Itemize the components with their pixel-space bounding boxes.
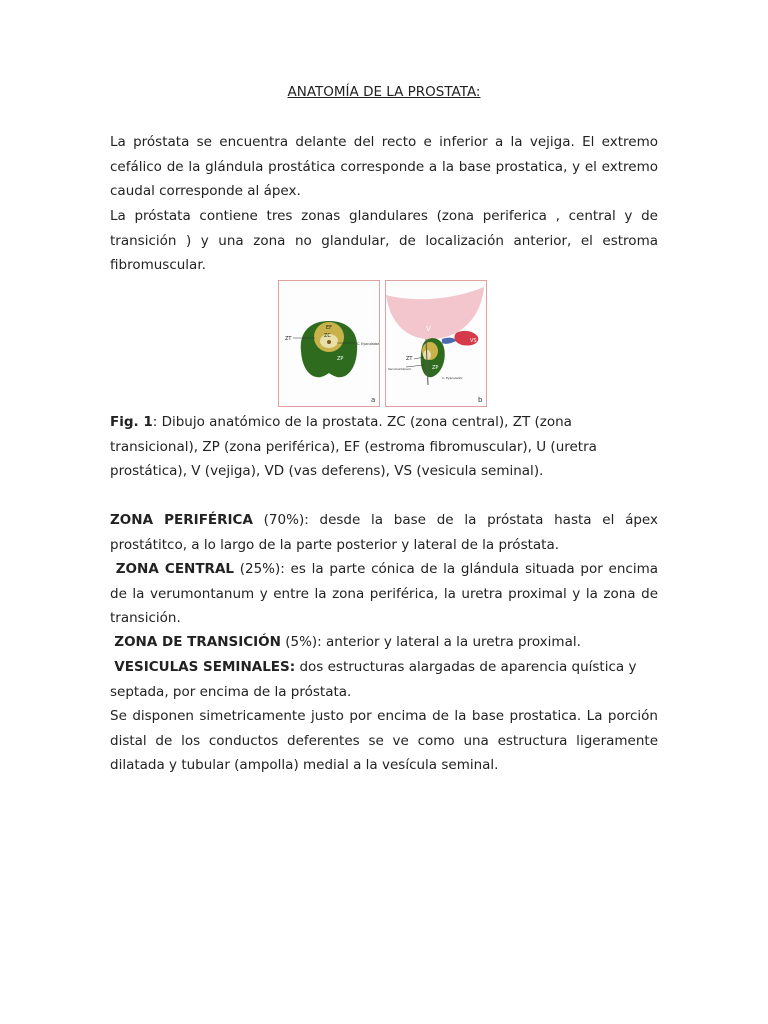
transition-zone-term: ZONA DE TRANSICIÓN (114, 634, 281, 650)
central-zone-term: ZONA CENTRAL (115, 561, 234, 577)
label-ef: EF (326, 325, 333, 331)
label-vs: VS (470, 338, 477, 344)
vas-deferens-shape (442, 338, 456, 344)
label-zt: ZT (285, 336, 292, 342)
peripheral-zone-term: ZONA PERIFÉRICA (110, 512, 253, 528)
intro-paragraph: La próstata se encuentra delante del recto e inferior a la vejiga. El extremo cefálico de la glándula prostática corresponde a la base prostatica, y el extremo caudal corresponde al ápex. (110, 134, 658, 199)
prostate-cross-section-illustration (279, 281, 379, 406)
transition-zone-paragraph (110, 630, 658, 655)
central-zone-text: (25%): es la parte cónica de la glándula situada por encima de la verumontanum y entre la zona periférica, la uretra proximal y la zona de transición. (110, 561, 659, 626)
peripheral-zone-paragraph (110, 508, 658, 557)
label-verumontanum: Verumontanum (388, 367, 412, 371)
label-zc: ZC (324, 333, 331, 339)
label-ejaculator: C. Eyaculador (357, 342, 379, 346)
urethra-dot (327, 340, 331, 344)
bladder-shape (386, 287, 484, 339)
label-ejaculator-b: C. Eyaculador (442, 376, 463, 380)
seminal-vesicles-term: VESICULAS SEMINALES: (114, 659, 296, 675)
figure-panel-b (385, 280, 487, 407)
prostate-sagittal-illustration (386, 281, 486, 406)
caption-label: Fig. 1 (110, 414, 153, 430)
label-zp-b: ZP (432, 365, 439, 371)
caption-text: : Dibujo anatómico de la prostata. ZC (zona central), ZT (zona transicional), ZP (zona periférica), EF (estroma fibromuscular), U (uretra prostática), V (vejiga), VD (vas deferens), VS (vesicula seminal). (110, 414, 597, 479)
seminal-vesicles-text: dos estructuras alargadas de aparencia quística y septada, por encima de la próstata. (110, 659, 637, 700)
panel-letter-b: b (478, 396, 483, 404)
figure-caption (110, 410, 658, 484)
zones-paragraph: La próstata contiene tres zonas glandulares (zona periferica , central y de transición ) y una zona no glandular, de localización anterior, el estroma fibromuscular. (110, 208, 658, 273)
document-title: ANATOMÍA DE LA PROSTATA: (287, 84, 481, 100)
label-zt-b: ZT (406, 356, 413, 362)
label-v: V (426, 325, 431, 333)
panel-letter-a: a (371, 396, 376, 404)
anatomy-figure (278, 280, 490, 410)
seminal-vesicles-paragraph (110, 655, 658, 704)
transition-zone-text: (5%): anterior y lateral a la uretra proximal. (280, 634, 581, 650)
symmetry-paragraph: Se disponen simetricamente justo por encima de la base prostatica. La porción distal de los conductos deferentes se ve como una estructura ligeramente dilatada y tubular (ampolla) medial a la vesícula seminal. (110, 708, 658, 773)
figure-panel-a (278, 280, 380, 407)
central-zone-paragraph (110, 557, 658, 631)
peripheral-zone-text: (70%): desde la base de la próstata hasta el ápex prostátitco, a lo largo de la parte posterior y lateral de la próstata. (110, 512, 658, 553)
label-zp: ZP (337, 356, 344, 362)
